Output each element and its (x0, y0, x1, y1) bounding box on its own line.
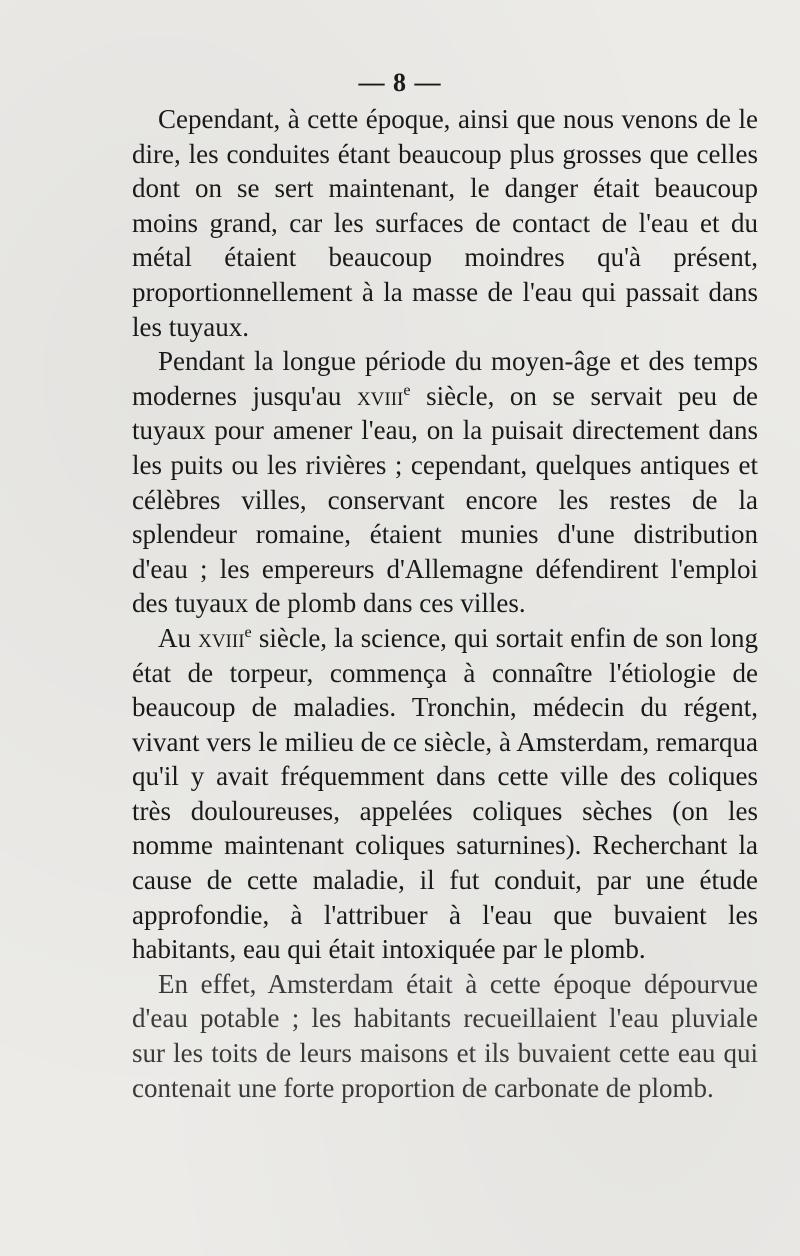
body-text (132, 102, 758, 1105)
paragraph-3 (132, 621, 758, 967)
century-suffix: e (244, 622, 252, 641)
century-numeral: xviii (356, 380, 404, 411)
century-numeral: xviii (198, 622, 245, 653)
paragraph-3-end: siècle, la science, qui sortait enfin de son long état de torpeur, commença à connaître l'étiologie de beaucoup de maladies. Tronchin, médecin du régent, vivant vers le milieu de ce siècle, à Amsterdam, remarqua qu'il y avait fréquemment dans cette ville des coliques très douloureuses, appelées coliques sèches (on les nomme maintenant coliques saturnines). Recherchant la cause de cette maladie, il fut conduit, par une étude approfondie, à l'attribuer à l'eau que buvaient les habitants, eau qui était intoxiquée par le plomb. (132, 622, 758, 965)
paragraph-2-start: Pendant la longue période du moyen-âge et des temps modernes jusqu'au (132, 346, 758, 411)
paragraph-1: Cependant, à cette époque, ainsi que nous venons de le dire, les conduites étant beaucoup plus grosses que celles dont on se sert maintenant, le danger était beaucoup moins grand, car les surfaces de contact de l'eau et du métal étaient beaucoup moindres qu'à présent, proportionnellement à la masse de l'eau qui passait dans les tuyaux. (132, 104, 758, 342)
paragraph-4: En effet, Amsterdam était à cette époque dépourvue d'eau potable ; les habitants recueillaient l'eau pluviale sur les toits de leurs maisons et ils buvaient cette eau qui contenait une forte proportion de carbonate de plomb. (132, 968, 758, 1103)
page-number: — 8 — (358, 68, 442, 97)
century-suffix: e (403, 380, 411, 399)
paragraph-3-start: Au (158, 622, 199, 653)
paragraph-2-end: siècle, on se servait peu de tuyaux pour amener l'eau, on la puisait directement dans les puits ou les rivières ; cependant, quelques antiques et célèbres villes, conservant encore les restes de la splendeur romaine, étaient munies d'une distribution d'eau ; les empereurs d'Allemagne défendirent l'emploi des tuyaux de plomb dans ces villes. (132, 380, 759, 619)
paragraph-2 (132, 344, 758, 621)
